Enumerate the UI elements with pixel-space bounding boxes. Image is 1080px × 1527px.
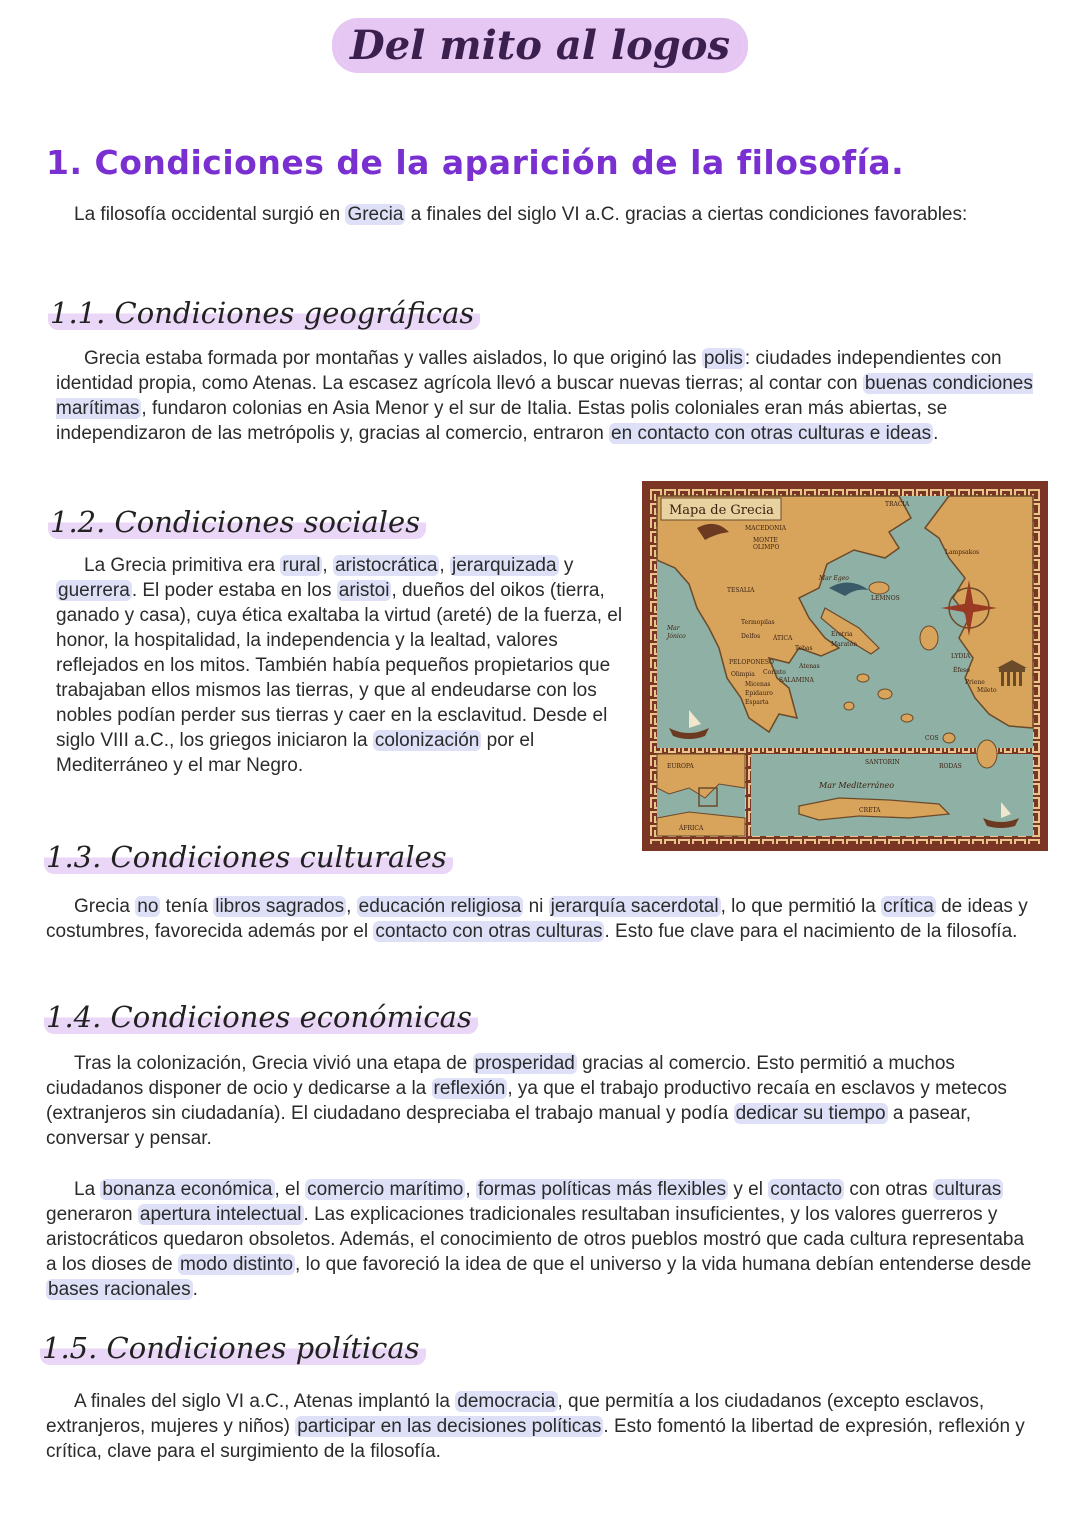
- text-segment: . El poder estaba en los: [131, 580, 337, 601]
- label-priene: Priene: [965, 679, 985, 686]
- pol-heading: [40, 1331, 426, 1365]
- text-segment: , el: [274, 1179, 306, 1200]
- label-delfos: Delfos: [741, 633, 761, 640]
- text-segment: Grecia estaba formada por montañas y valles aislados, lo que originó las: [84, 348, 702, 369]
- label-lydia: LYDIA: [951, 653, 971, 660]
- text-segment: , lo que favoreció la idea de que el universo y la vida humana debían entenderse desde: [295, 1254, 1032, 1275]
- highlighted-phrase: rural: [282, 555, 321, 576]
- text-segment: ,: [439, 555, 450, 576]
- label-lemnos: LEMNOS: [871, 595, 900, 602]
- text-segment: generaron: [46, 1204, 138, 1225]
- text-segment: con otras: [844, 1179, 933, 1200]
- cul-heading-text: 1.3. Condiciones culturales: [44, 840, 453, 874]
- label-tracia: TRACIA: [885, 501, 910, 508]
- cul-heading: [44, 840, 453, 874]
- cul-section: [46, 894, 1036, 944]
- soc-heading: [48, 505, 426, 539]
- label-mar: Mar: [667, 625, 680, 632]
- highlighted-phrase: participar en las decisiones políticas: [297, 1416, 602, 1437]
- geo-heading-text: 1.1. Condiciones geográficas: [48, 296, 480, 330]
- text-segment: La filosofía occidental surgió en: [74, 204, 346, 225]
- text-segment: . Las explicaciones tradicionales resultaban insuficientes, y los valores guerreros y aristocráticos quedaron obsoletos. Además, el conocimiento de otros pueblos mostró que cada cultura representaba a los dioses de: [46, 1204, 1025, 1275]
- label-eretria: Eretria: [831, 631, 853, 638]
- section-1-heading: 1. Condiciones de la aparición de la filosofía.: [46, 143, 905, 182]
- label-olimpia: Olimpia: [731, 671, 755, 678]
- label-cos: COS: [925, 735, 939, 742]
- map-title: Mapa de Grecia: [669, 503, 774, 518]
- highlighted-phrase: contacto con otras culturas: [375, 921, 603, 942]
- label-peloponeso: PELOPONESO: [729, 659, 774, 666]
- label-europa: EUROPA: [667, 763, 694, 770]
- pol-paragraph: [46, 1389, 1036, 1464]
- highlighted-phrase: apertura intelectual: [139, 1204, 302, 1225]
- highlighted-phrase: guerrera: [58, 580, 130, 601]
- label-mileto: Mileto: [977, 687, 997, 694]
- eco-heading: [44, 1000, 478, 1034]
- highlighted-phrase: prosperidad: [474, 1053, 575, 1074]
- greece-map-image: [642, 481, 1048, 851]
- label-macedonia: MACEDONIA: [745, 525, 787, 532]
- highlighted-phrase: libros sagrados: [215, 896, 345, 917]
- label-atica: ÁTICA: [773, 635, 793, 642]
- geo-paragraph: [56, 346, 1036, 446]
- highlighted-phrase: jerarquía sacerdotal: [550, 896, 719, 917]
- label-micenas: Micenas: [745, 681, 771, 688]
- text-segment: a pasear, conversar y pensar.: [46, 1103, 972, 1149]
- highlighted-phrase: bonanza económica: [102, 1179, 273, 1200]
- cul-paragraph: [46, 894, 1036, 944]
- label-mar-mediterraneo: Mar Mediterráneo: [819, 781, 895, 790]
- text-segment: Tras la colonización, Grecia vivió una etapa de: [74, 1053, 473, 1074]
- text-segment: gracias al comercio. Esto permitió a muchos ciudadanos disponer de ocio y dedicarse a la: [46, 1053, 955, 1099]
- soc-paragraph: [56, 553, 626, 778]
- highlighted-phrase: aristoi: [338, 580, 390, 601]
- label-jonico: Jónico: [667, 633, 686, 640]
- text-segment: . Esto fomentó la libertad de expresión, reflexión y crítica, clave para el surgimiento de la filosofía.: [46, 1416, 1025, 1462]
- label-efeso: Éfeso: [953, 667, 970, 674]
- highlighted-phrase: dedicar su tiempo: [735, 1103, 886, 1124]
- highlighted-phrase: democracia: [457, 1391, 556, 1412]
- soc-heading-text: 1.2. Condiciones sociales: [48, 505, 426, 539]
- text-segment: : ciudades independientes con identidad propia, como Atenas. La escasez agrícola llevó a buscar nuevas tierras; al contar con: [56, 348, 1002, 394]
- section-1-intro: [46, 202, 1006, 227]
- label-tesalia: TESALIA: [727, 587, 755, 594]
- page-title-text: Del mito al logos: [336, 22, 744, 69]
- highlighted-phrase: jerarquizada: [451, 555, 557, 576]
- soc-section: [56, 553, 626, 778]
- text-segment: tenía: [160, 896, 214, 917]
- highlighted-phrase: culturas: [934, 1179, 1002, 1200]
- label-tebas: Tebas: [795, 645, 813, 652]
- text-segment: A finales del siglo VI a.C., Atenas implantó la: [74, 1391, 456, 1412]
- greece-map-svg: [649, 488, 1041, 844]
- text-segment: La: [74, 1179, 101, 1200]
- highlighted-phrase: comercio marítimo: [307, 1179, 464, 1200]
- text-segment: ,: [346, 896, 357, 917]
- text-segment: ni: [523, 896, 549, 917]
- label-lampsakos: Lampsakos: [945, 549, 980, 556]
- label-mar-egeo: Mar Egeo: [819, 575, 849, 582]
- highlighted-phrase: en contacto con otras culturas e ideas: [611, 423, 932, 444]
- label-atenas: Atenas: [799, 663, 820, 670]
- highlighted-phrase: Grecia: [347, 204, 404, 225]
- label-corinto: Corinto: [763, 669, 786, 676]
- label-africa: ÁFRICA: [679, 825, 704, 832]
- label-salamina: SALAMINA: [779, 677, 814, 684]
- eco-paragraph-1: [46, 1051, 1036, 1151]
- highlighted-phrase: buenas condiciones marítimas: [56, 373, 1033, 419]
- label-epidauro: Epidauro: [745, 690, 773, 697]
- pol-heading-text: 1.5. Condiciones políticas: [40, 1331, 426, 1365]
- text-segment: La Grecia primitiva era: [84, 555, 281, 576]
- label-santorin: SANTORIN: [865, 759, 900, 766]
- text-segment: ,: [465, 1179, 476, 1200]
- highlighted-phrase: formas políticas más flexibles: [477, 1179, 727, 1200]
- text-segment: , que permitía a los ciudadanos (excepto esclavos, extranjeros, mujeres y niños): [46, 1391, 985, 1437]
- text-segment: Grecia: [74, 896, 136, 917]
- text-segment: de ideas y costumbres, favorecida además por el: [46, 896, 1028, 942]
- text-segment: por el Mediterráneo y el mar Negro.: [56, 730, 535, 776]
- highlighted-phrase: colonización: [374, 730, 480, 751]
- text-segment: y: [558, 555, 574, 576]
- text-segment: , fundaron colonias en Asia Menor y el sur de Italia. Estas polis coloniales eran más abiertas, se independizaron de las metrópolis y, gracias al comercio, entraron: [56, 398, 948, 444]
- text-segment: a finales del siglo VI a.C. gracias a ciertas condiciones favorables:: [405, 204, 968, 225]
- highlighted-phrase: polis: [703, 348, 743, 369]
- label-termopilas: Termopilas: [741, 619, 775, 626]
- pol-section: [46, 1389, 1036, 1464]
- text-segment: , dueños del oikos (tierra, ganado y casa), cuya ética exaltaba la virtud (areté) de la fuerza, el honor, la hospitalidad, la independencia y la lealtad, valores reflejados en los mitos. También había pequeños propietarios que trabajaban ellos mismos las tierras, y que al endeudarse con los nobles podían perder sus tierras y caer en la esclavitud. Desde el siglo VIII a.C., los griegos iniciaron la: [56, 580, 623, 751]
- text-segment: ,: [322, 555, 333, 576]
- highlighted-phrase: bases racionales: [48, 1279, 191, 1300]
- text-segment: , ya que el trabajo productivo recaía en esclavos y metecos (extranjeros sin ciudadanía). El ciudadano despreciaba el trabajo manual y podía: [46, 1078, 1007, 1124]
- intro-paragraph: [46, 202, 1006, 227]
- highlighted-phrase: aristocrática: [334, 555, 438, 576]
- label-monte: MONTE: [753, 537, 778, 544]
- highlighted-phrase: contacto: [770, 1179, 843, 1200]
- label-maraton: Maratón: [831, 641, 858, 648]
- text-segment: , lo que permitió la: [720, 896, 882, 917]
- text-segment: . Esto fue clave para el nacimiento de la filosofía.: [604, 921, 1018, 942]
- label-creta: CRETA: [859, 807, 881, 814]
- highlighted-phrase: modo distinto: [180, 1254, 294, 1275]
- eco-section: [46, 1051, 1036, 1302]
- label-rodas: RODAS: [939, 763, 962, 770]
- page-title: [0, 22, 1080, 69]
- geo-heading: [48, 296, 480, 330]
- text-segment: .: [192, 1279, 198, 1300]
- highlighted-phrase: crítica: [883, 896, 934, 917]
- geo-section: [56, 346, 1036, 446]
- eco-heading-text: 1.4. Condiciones económicas: [44, 1000, 478, 1034]
- text-segment: y el: [728, 1179, 769, 1200]
- highlighted-phrase: educación religiosa: [358, 896, 522, 917]
- label-olimpo: OLIMPO: [753, 544, 780, 551]
- text-segment: .: [933, 423, 939, 444]
- eco-paragraph-2: [46, 1177, 1036, 1302]
- highlighted-phrase: reflexión: [433, 1078, 506, 1099]
- highlighted-phrase: no: [137, 896, 159, 917]
- label-esparta: Esparta: [745, 699, 769, 706]
